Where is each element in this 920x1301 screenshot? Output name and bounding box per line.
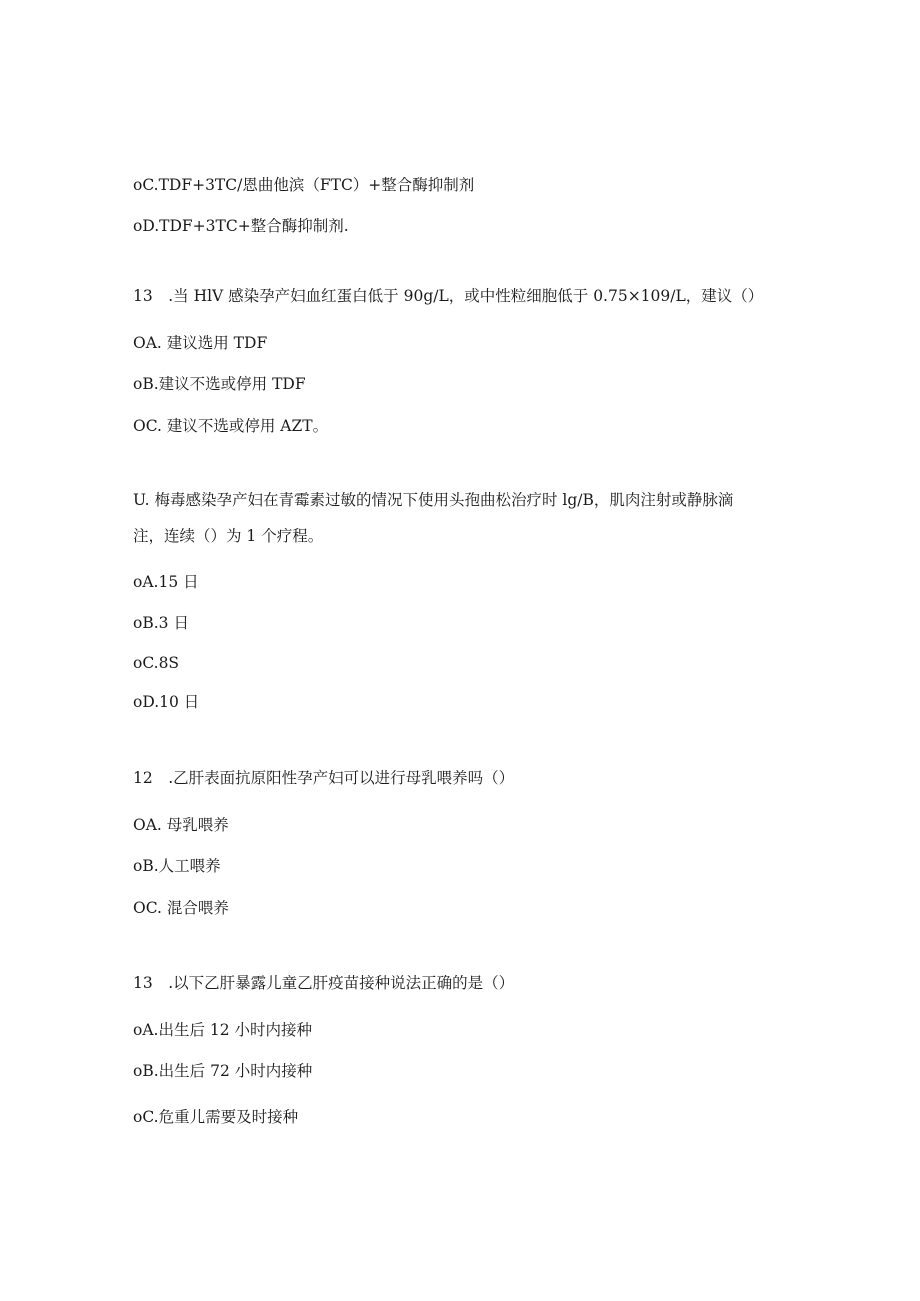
q1-option-b[interactable]: oB.建议不选或停用 TDF [133,375,306,393]
q3-option-c[interactable]: OC. 混合喂养 [133,899,229,917]
question-stem: U. 梅毒感染孕产妇在青霉素过敏的情况下使用头孢曲松治疗时 lg∕B，肌肉注射或静脉滴 [133,491,734,509]
question-stem-continued: 注，连续（）为 1 个疗程。 [133,527,324,545]
q2-option-a[interactable]: oA.15 日 [133,573,199,591]
q1-option-c[interactable]: OC. 建议不选或停用 AZT。 [133,417,329,435]
q3-option-b[interactable]: oB.人工喂养 [133,857,221,875]
question-stem: 13 .当 HlV 感染孕产妇血红蛋白低于 90g∕L，或中性粒细胞低于 0.75×109∕L，建议（） [133,287,764,305]
q3-option-a[interactable]: OA. 母乳喂养 [133,816,229,834]
q4-option-b[interactable]: oB.出生后 72 小时内接种 [133,1062,313,1080]
prev-question-option-c[interactable]: oC.TDF+3TC/恩曲他滨（FTC）+整合酶抑制剂 [133,176,475,194]
question-stem: 12 .乙肝表面抗原阳性孕产妇可以进行母乳喂养吗（） [133,769,515,787]
question-stem: 13 .以下乙肝暴露儿童乙肝疫苗接种说法正确的是（） [133,974,515,992]
q2-option-c[interactable]: oC.8S [133,654,180,672]
q4-option-a[interactable]: oA.出生后 12 小时内接种 [133,1021,313,1039]
prev-question-option-d[interactable]: oD.TDF+3TC+整合酶抑制剂. [133,217,349,235]
q2-option-d[interactable]: oD.10 日 [133,693,200,711]
q1-option-a[interactable]: OA. 建议选用 TDF [133,334,268,352]
q4-option-c[interactable]: oC.危重儿需要及时接种 [133,1108,299,1126]
q2-option-b[interactable]: oB.3 日 [133,614,189,632]
